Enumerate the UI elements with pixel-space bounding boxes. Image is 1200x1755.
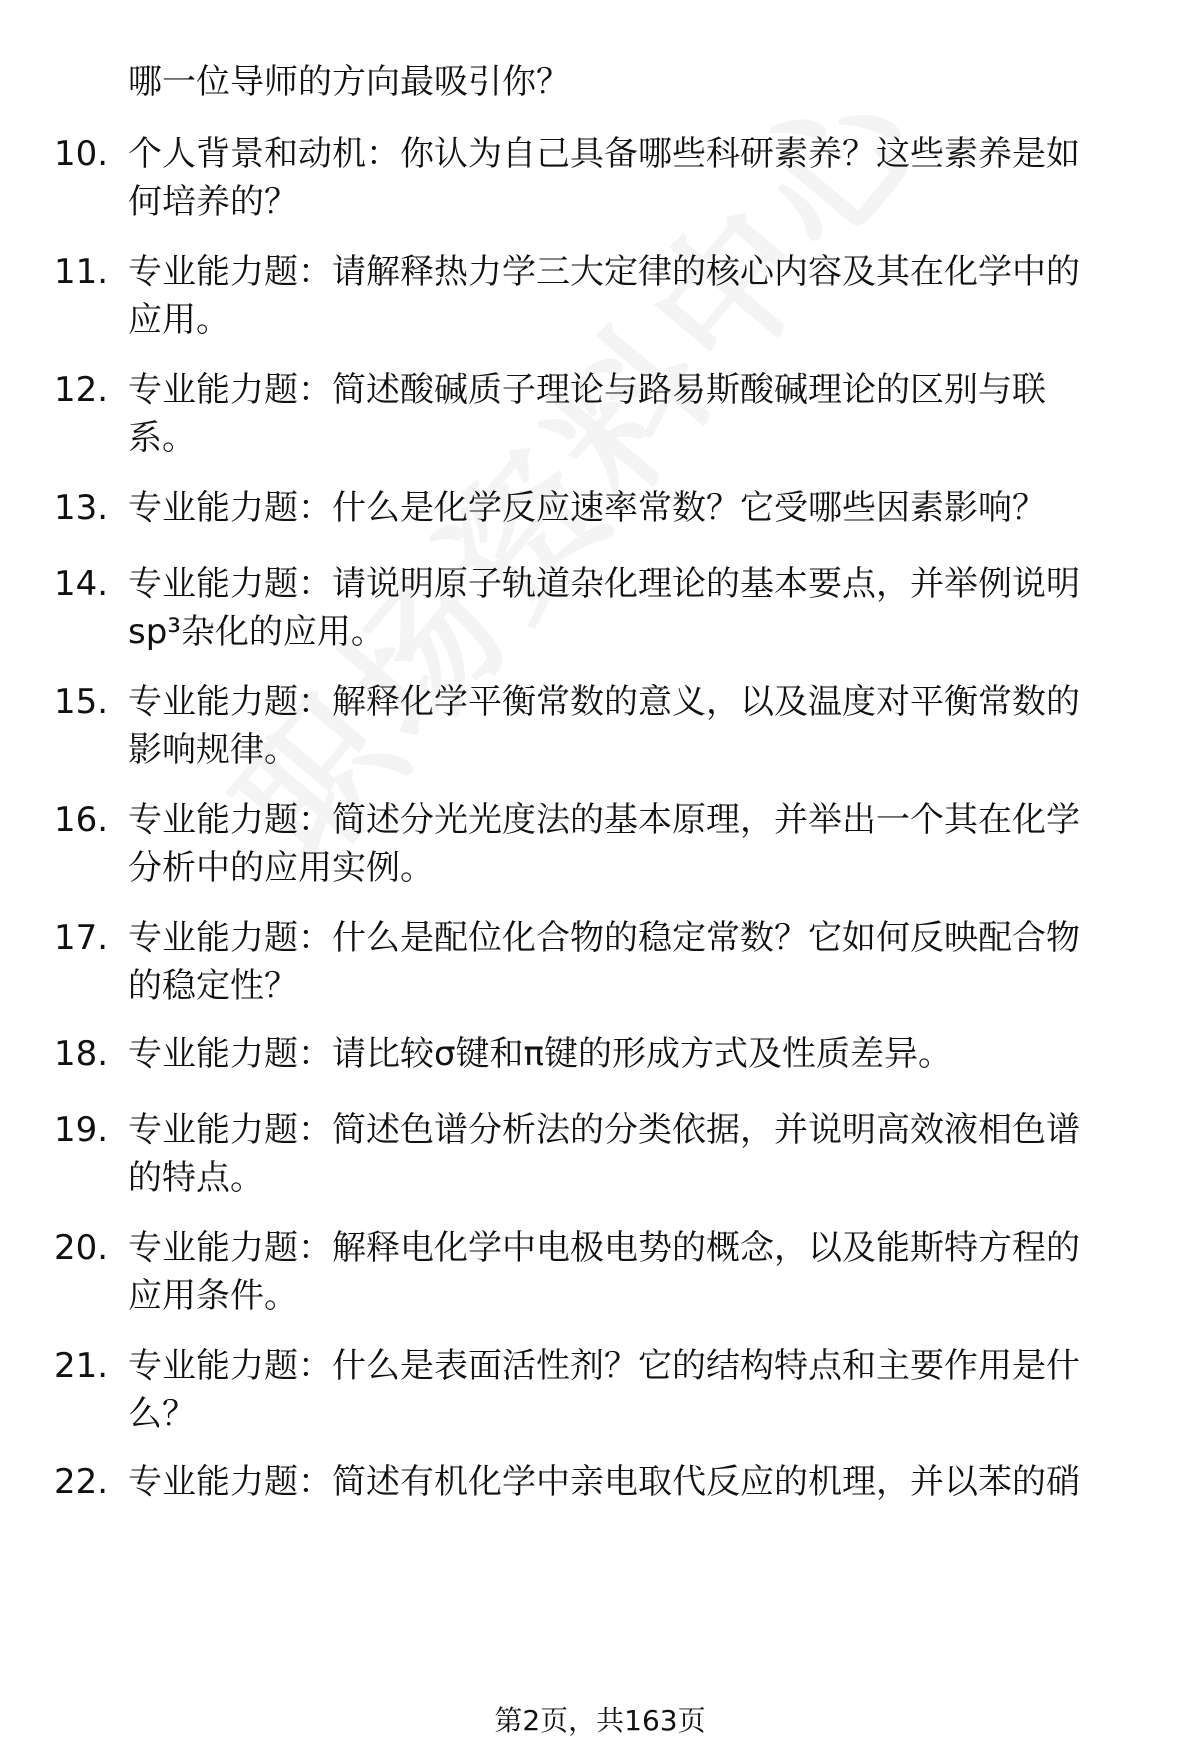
question-number: 17. bbox=[54, 918, 109, 958]
question-text-line: 专业能力题：简述色谱分析法的分类依据，并说明高效液相色谱 bbox=[128, 1110, 1080, 1150]
question-text bbox=[128, 796, 1138, 892]
question-text-line: 何培养的？ bbox=[128, 182, 298, 222]
question-text-line: 专业能力题：什么是表面活性剂？它的结构特点和主要作用是什 bbox=[128, 1346, 1080, 1386]
question-number: 12. bbox=[54, 370, 109, 410]
question-text-line: 专业能力题：简述有机化学中亲电取代反应的机理，并以苯的硝 bbox=[128, 1462, 1080, 1502]
question-text-line: 应用。 bbox=[128, 300, 230, 340]
question-text-line: 应用条件。 bbox=[128, 1276, 298, 1316]
question-text-line: 系。 bbox=[128, 418, 196, 458]
question-text-line: 的稳定性？ bbox=[128, 966, 298, 1006]
question-text bbox=[128, 130, 1138, 226]
question-number: 11. bbox=[54, 252, 109, 292]
question-number: 20. bbox=[54, 1228, 109, 1268]
question-number: 15. bbox=[54, 682, 109, 722]
question-text-line: 分析中的应用实例。 bbox=[128, 848, 434, 888]
question-text-line: 专业能力题：简述分光光度法的基本原理，并举出一个其在化学 bbox=[128, 800, 1080, 840]
question-text bbox=[128, 366, 1138, 462]
question-text-line: 专业能力题：解释电化学中电极电势的概念，以及能斯特方程的 bbox=[128, 1228, 1080, 1268]
question-text-line: 专业能力题：请说明原子轨道杂化理论的基本要点，并举例说明 bbox=[128, 564, 1080, 604]
question-text-line: 个人背景和动机：你认为自己具备哪些科研素养？这些素养是如 bbox=[128, 134, 1080, 174]
question-text bbox=[128, 560, 1138, 656]
question-text-line: 的特点。 bbox=[128, 1158, 264, 1198]
question-number: 19. bbox=[54, 1110, 109, 1150]
question-number: 13. bbox=[54, 488, 109, 528]
question-number: 16. bbox=[54, 800, 109, 840]
question-text bbox=[128, 484, 1138, 532]
question-number: 18. bbox=[54, 1034, 109, 1074]
question-text bbox=[128, 1458, 1138, 1506]
question-text-line: 影响规律。 bbox=[128, 730, 298, 770]
question-text-line: 么？ bbox=[128, 1394, 196, 1434]
question-text-line: 专业能力题：请比较σ键和π键的形成方式及性质差异。 bbox=[128, 1034, 953, 1074]
question-number: 22. bbox=[54, 1462, 109, 1502]
question-number: 14. bbox=[54, 564, 109, 604]
question-text bbox=[128, 914, 1138, 1010]
question-text-line: 专业能力题：解释化学平衡常数的意义，以及温度对平衡常数的 bbox=[128, 682, 1080, 722]
question-text bbox=[128, 1030, 1138, 1078]
continuation-line: 哪一位导师的方向最吸引你？ bbox=[128, 62, 570, 102]
question-text bbox=[128, 1342, 1138, 1438]
question-text-line: 专业能力题：简述酸碱质子理论与路易斯酸碱理论的区别与联 bbox=[128, 370, 1046, 410]
question-text bbox=[128, 678, 1138, 774]
question-text-line: 专业能力题：什么是配位化合物的稳定常数？它如何反映配合物 bbox=[128, 918, 1080, 958]
question-number: 21. bbox=[54, 1346, 109, 1386]
question-text bbox=[128, 1224, 1138, 1320]
question-text bbox=[128, 248, 1138, 344]
question-text-line: 专业能力题：什么是化学反应速率常数？它受哪些因素影响？ bbox=[128, 488, 1046, 528]
question-text bbox=[128, 1106, 1138, 1202]
page-footer: 第2页，共163页 bbox=[494, 1704, 706, 1737]
question-text-line: 专业能力题：请解释热力学三大定律的核心内容及其在化学中的 bbox=[128, 252, 1080, 292]
question-number: 10. bbox=[54, 134, 109, 174]
question-text-line: sp³杂化的应用。 bbox=[128, 612, 385, 652]
